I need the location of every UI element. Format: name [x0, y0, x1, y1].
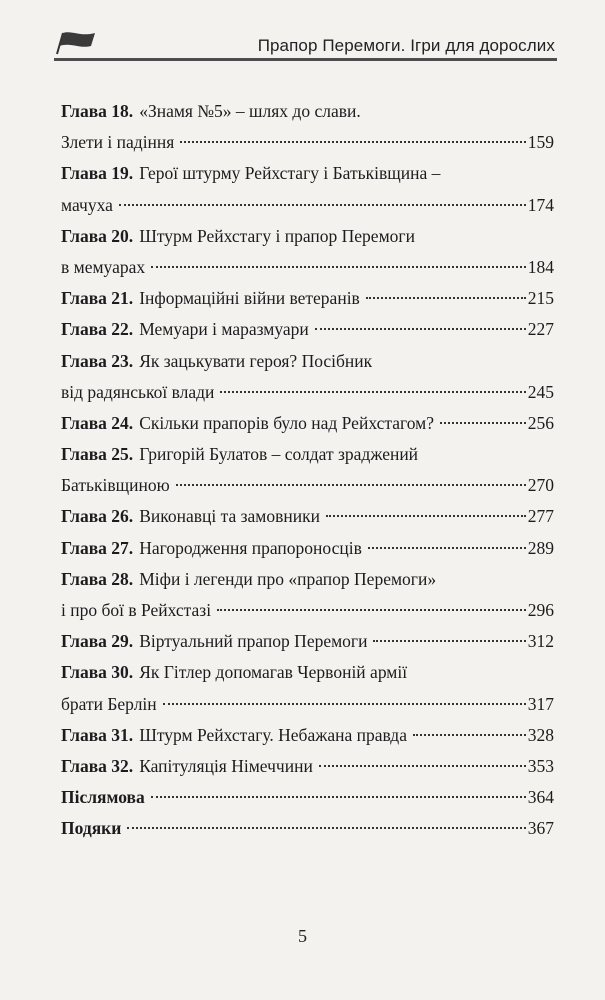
toc-line	[61, 595, 554, 626]
toc-line	[61, 501, 554, 532]
toc-line	[61, 720, 554, 751]
toc-page-number: 364	[527, 787, 554, 808]
toc-chapter-label: Глава 31.	[61, 724, 134, 745]
toc-page-number: 215	[527, 288, 554, 309]
toc-page-number: 277	[527, 506, 554, 527]
toc-leader-dots	[413, 734, 526, 736]
toc-line	[61, 626, 554, 657]
toc-page-number: 256	[527, 412, 554, 433]
toc-leader-dots	[315, 328, 526, 330]
toc-chapter-title: в мемуарах	[61, 256, 146, 277]
toc-chapter-label: Глава 24.	[61, 412, 134, 433]
toc-page-number: 245	[527, 381, 554, 402]
page-number: 5	[298, 926, 307, 946]
toc-line	[61, 470, 554, 501]
toc-chapter-title: Герої штурму Рейхстагу і Батьківщина –	[139, 163, 441, 184]
toc-page-number: 296	[527, 600, 554, 620]
toc-chapter-label: Глава 29.	[61, 631, 134, 652]
toc-chapter-title: Виконавці та замовники	[139, 506, 320, 527]
toc-line	[61, 408, 554, 439]
toc-chapter-title: брати Берлін	[61, 693, 157, 714]
toc-line	[61, 657, 554, 688]
toc-line	[61, 377, 554, 408]
toc-chapter-title: Інформаційні війни ветеранів	[139, 288, 360, 309]
toc-chapter-title: Штурм Рейхстагу. Небажана правда	[139, 724, 407, 745]
toc-leader-dots	[217, 609, 526, 611]
flag-icon	[54, 30, 98, 56]
toc-leader-dots	[368, 547, 526, 549]
toc-line	[61, 252, 554, 283]
toc-chapter-label: Глава 26.	[61, 506, 134, 527]
table-of-contents	[61, 96, 554, 845]
toc-chapter-label: Глава 22.	[61, 319, 134, 340]
toc-chapter-title: «Знамя №5» – шлях до слави.	[139, 101, 361, 121]
toc-chapter-label: Глава 28.	[61, 568, 134, 589]
toc-chapter-title: Штурм Рейхстагу і прапор Перемоги	[139, 225, 415, 246]
toc-chapter-label: Глава 18.	[61, 101, 134, 121]
toc-line	[61, 782, 554, 813]
toc-leader-dots	[319, 765, 526, 767]
toc-chapter-title: мачуха	[61, 194, 113, 215]
toc-chapter-label: Глава 30.	[61, 662, 134, 683]
toc-leader-dots	[440, 422, 526, 424]
toc-leader-dots	[119, 204, 526, 206]
toc-chapter-title: Григорій Булатов – солдат зраджений	[139, 444, 419, 465]
toc-leader-dots	[163, 703, 526, 705]
toc-chapter-title: Міфи і легенди про «прапор Перемоги»	[139, 568, 437, 589]
toc-line	[61, 127, 554, 158]
toc-chapter-label: Глава 32.	[61, 755, 134, 776]
toc-line	[61, 751, 554, 782]
toc-page-number: 328	[527, 724, 554, 745]
toc-page-number: 289	[527, 537, 554, 558]
toc-line	[61, 564, 554, 595]
toc-page-number: 367	[527, 818, 554, 839]
toc-chapter-label: Глава 20.	[61, 225, 134, 246]
toc-chapter-label: Глава 19.	[61, 163, 134, 184]
toc-chapter-title: Віртуальний прапор Перемоги	[139, 631, 368, 652]
toc-leader-dots	[151, 796, 526, 798]
toc-chapter-label: Подяки	[61, 818, 122, 839]
toc-chapter-title: від радянської влади	[61, 381, 215, 402]
toc-line	[61, 346, 554, 377]
toc-page-number: 159	[527, 132, 554, 153]
toc-chapter-label: Глава 27.	[61, 537, 134, 558]
toc-line	[61, 158, 554, 189]
toc-chapter-title: Батьківщиною	[61, 475, 170, 496]
toc-leader-dots	[326, 515, 526, 517]
toc-line	[61, 96, 554, 127]
toc-page-number: 312	[527, 631, 554, 652]
toc-chapter-label: Глава 23.	[61, 350, 134, 371]
toc-chapter-title: і про бої в Рейхстазі	[61, 600, 212, 620]
toc-line	[61, 439, 554, 470]
toc-page-number: 227	[527, 319, 554, 340]
toc-line	[61, 533, 554, 564]
toc-chapter-title: Мемуари і маразмуари	[139, 319, 309, 340]
toc-line	[61, 190, 554, 221]
toc-leader-dots	[220, 391, 525, 393]
toc-page-number: 270	[527, 475, 554, 496]
running-header-title: Прапор Перемоги. Ігри для дорослих	[257, 36, 555, 55]
toc-line	[61, 813, 554, 844]
toc-chapter-title: Капітуляція Німеччини	[139, 755, 313, 776]
header-rule	[54, 58, 557, 61]
toc-line	[61, 283, 554, 314]
toc-page-number: 174	[527, 194, 554, 215]
toc-page-number: 353	[527, 755, 554, 776]
toc-chapter-title: Скільки прапорів було над Рейхстагом?	[139, 412, 434, 433]
toc-leader-dots	[176, 484, 526, 486]
toc-leader-dots	[151, 266, 526, 268]
toc-leader-dots	[366, 297, 526, 299]
toc-line	[61, 689, 554, 720]
toc-page-number: 184	[527, 256, 554, 277]
toc-leader-dots	[373, 640, 525, 642]
toc-chapter-label: Глава 25.	[61, 444, 134, 465]
toc-chapter-title: Як Гітлер допомагав Червоній армії	[139, 662, 408, 683]
toc-line	[61, 221, 554, 252]
toc-chapter-title: Злети і падіння	[61, 132, 175, 153]
toc-page-number: 317	[527, 693, 554, 714]
toc-chapter-title: Нагородження прапороносців	[139, 537, 362, 558]
toc-leader-dots	[127, 827, 525, 829]
toc-line	[61, 314, 554, 345]
toc-leader-dots	[180, 141, 525, 143]
toc-chapter-label: Післямова	[61, 787, 145, 808]
toc-chapter-label: Глава 21.	[61, 288, 134, 309]
toc-chapter-title: Як зацькувати героя? Посібник	[139, 350, 373, 371]
